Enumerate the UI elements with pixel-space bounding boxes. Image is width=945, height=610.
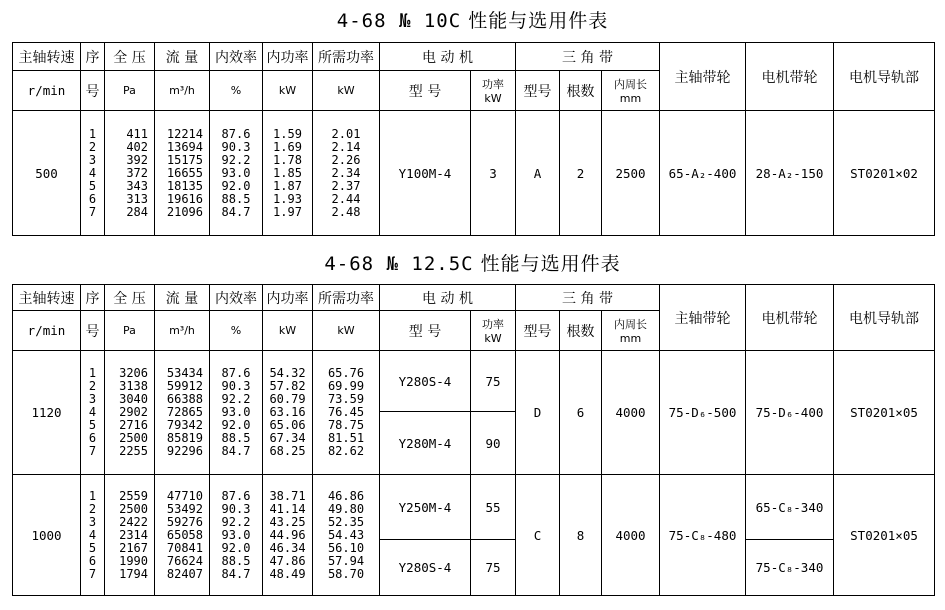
unit-inpower: kW (263, 311, 313, 351)
table1 (12, 42, 935, 236)
inpower-cell: 54.32 57.82 60.79 63.16 65.06 67.34 68.25 (263, 351, 313, 475)
main-pulley-cell: 65-A₂-400 (660, 111, 746, 236)
header-flow: 流 量 (155, 285, 210, 311)
reqpower-cell: 46.86 49.80 52.35 54.43 56.10 57.94 58.70 (313, 475, 380, 596)
inpower-cell: 1.59 1.69 1.78 1.85 1.87 1.93 1.97 (263, 111, 313, 236)
header-seq: 序 (81, 285, 105, 311)
unit-reqpower: kW (313, 311, 380, 351)
header-pressure: 全 压 (105, 285, 155, 311)
header-motor-model: 型 号 (380, 311, 471, 351)
pressure-cell: 3206 3138 3040 2902 2716 2500 2255 (105, 351, 155, 475)
table-row (13, 475, 935, 540)
header-main-pulley: 主轴带轮 (660, 43, 746, 111)
motor-pulley-cell: 28-A₂-150 (746, 111, 834, 236)
header-belt-model: 型号 (516, 311, 560, 351)
header-speed: 主轴转速 (13, 285, 81, 311)
motor-model-cell: Y280S-4 (380, 540, 471, 596)
header-belt-count: 根数 (560, 71, 602, 111)
header-belt-count: 根数 (560, 311, 602, 351)
header-motor-power (471, 311, 516, 351)
header-motor-power-label: 功率 (482, 318, 504, 331)
table1-title (0, 10, 945, 32)
header-reqpower: 所需功率 (313, 43, 380, 71)
header-rail: 电机导轨部 (834, 43, 935, 111)
unit-motor-power: kW (484, 332, 502, 345)
flow-cell: 12214 13694 15175 16655 18135 19616 21096 (155, 111, 210, 236)
motor-power-cell: 75 (471, 351, 516, 412)
main-pulley-cell: 75-D₆-500 (660, 351, 746, 475)
motor-power-cell: 75 (471, 540, 516, 596)
motor-model-cell: Y280S-4 (380, 351, 471, 412)
header-motor-power (471, 71, 516, 111)
rail-cell: ST0201×05 (834, 475, 935, 596)
speed-cell: 1120 (13, 351, 81, 475)
eff-cell: 87.6 90.3 92.2 93.0 92.0 88.5 84.7 (210, 351, 263, 475)
pressure-cell: 2559 2500 2422 2314 2167 1990 1794 (105, 475, 155, 596)
header-speed: 主轴转速 (13, 43, 81, 71)
header-seq: 序 (81, 43, 105, 71)
header-motor-model: 型 号 (380, 71, 471, 111)
rail-cell: ST0201×05 (834, 351, 935, 475)
header-motor-pulley: 电机带轮 (746, 43, 834, 111)
header-motor: 电 动 机 (380, 43, 516, 71)
flow-cell: 47710 53492 59276 65058 70841 76624 82407 (155, 475, 210, 596)
header-inpower: 内功率 (263, 285, 313, 311)
eff-cell: 87.6 90.3 92.2 93.0 92.0 88.5 84.7 (210, 475, 263, 596)
unit-eff: % (210, 71, 263, 111)
motor-model-cell: Y280M-4 (380, 412, 471, 475)
unit-belt-len: mm (619, 92, 642, 105)
unit-eff: % (210, 311, 263, 351)
unit-motor-power: kW (484, 92, 502, 105)
table-row (13, 111, 935, 236)
header-motor-pulley: 电机带轮 (746, 285, 834, 351)
table2-title-text: 性能与选用件表 (480, 253, 621, 275)
speed-cell: 1000 (13, 475, 81, 596)
main-pulley-cell: 75-C₈-480 (660, 475, 746, 596)
motor-model-cell: Y250M-4 (380, 475, 471, 540)
unit-flow: m³/h (155, 311, 210, 351)
unit-pressure: Pa (105, 71, 155, 111)
unit-belt-len: mm (619, 332, 642, 345)
header-belt-len (602, 311, 660, 351)
rail-cell: ST0201×02 (834, 111, 935, 236)
motor-model-cell: Y100M-4 (380, 111, 471, 236)
header-seq-2: 号 (81, 71, 105, 111)
header-reqpower: 所需功率 (313, 285, 380, 311)
header-motor: 电 动 机 (380, 285, 516, 311)
header-rail: 电机导轨部 (834, 285, 935, 351)
header-belt-len (602, 71, 660, 111)
motor-power-cell: 3 (471, 111, 516, 236)
unit-flow: m³/h (155, 71, 210, 111)
reqpower-cell: 65.76 69.99 73.59 76.45 78.75 81.51 82.62 (313, 351, 380, 475)
belt-len-cell: 2500 (602, 111, 660, 236)
motor-pulley-cell: 75-C₈-340 (746, 540, 834, 596)
header-belt: 三 角 带 (516, 285, 660, 311)
motor-pulley-cell: 75-D₆-400 (746, 351, 834, 475)
belt-model-cell: C (516, 475, 560, 596)
seq-cell: 1 2 3 4 5 6 7 (81, 351, 105, 475)
table1-title-model: 4-68 № 10C (336, 10, 462, 32)
unit-pressure: Pa (105, 311, 155, 351)
belt-count-cell: 2 (560, 111, 602, 236)
header-belt-model: 型号 (516, 71, 560, 111)
table2-title (0, 253, 945, 275)
belt-model-cell: A (516, 111, 560, 236)
motor-pulley-cell: 65-C₈-340 (746, 475, 834, 540)
seq-cell: 1 2 3 4 5 6 7 (81, 475, 105, 596)
header-eff: 内效率 (210, 43, 263, 71)
unit-inpower: kW (263, 71, 313, 111)
header-main-pulley: 主轴带轮 (660, 285, 746, 351)
header-pressure: 全 压 (105, 43, 155, 71)
belt-model-cell: D (516, 351, 560, 475)
seq-cell: 1 2 3 4 5 6 7 (81, 111, 105, 236)
belt-len-cell: 4000 (602, 351, 660, 475)
header-belt-len-label: 内周长 (614, 318, 647, 331)
header-inpower: 内功率 (263, 43, 313, 71)
pressure-cell: 411 402 392 372 343 313 284 (105, 111, 155, 236)
motor-power-cell: 55 (471, 475, 516, 540)
header-belt-len-label: 内周长 (614, 78, 647, 91)
header-belt: 三 角 带 (516, 43, 660, 71)
motor-power-cell: 90 (471, 412, 516, 475)
table2 (12, 284, 935, 596)
table1-title-text: 性能与选用件表 (468, 10, 609, 32)
header-motor-power-label: 功率 (482, 78, 504, 91)
speed-cell: 500 (13, 111, 81, 236)
reqpower-cell: 2.01 2.14 2.26 2.34 2.37 2.44 2.48 (313, 111, 380, 236)
unit-reqpower: kW (313, 71, 380, 111)
header-flow: 流 量 (155, 43, 210, 71)
eff-cell: 87.6 90.3 92.2 93.0 92.0 88.5 84.7 (210, 111, 263, 236)
unit-speed: r/min (13, 311, 81, 351)
belt-len-cell: 4000 (602, 475, 660, 596)
unit-speed: r/min (13, 71, 81, 111)
inpower-cell: 38.71 41.14 43.25 44.96 46.34 47.86 48.49 (263, 475, 313, 596)
header-eff: 内效率 (210, 285, 263, 311)
belt-count-cell: 8 (560, 475, 602, 596)
belt-count-cell: 6 (560, 351, 602, 475)
header-seq-2: 号 (81, 311, 105, 351)
table2-title-model: 4-68 № 12.5C (324, 253, 474, 275)
table-row (13, 351, 935, 412)
flow-cell: 53434 59912 66388 72865 79342 85819 92296 (155, 351, 210, 475)
